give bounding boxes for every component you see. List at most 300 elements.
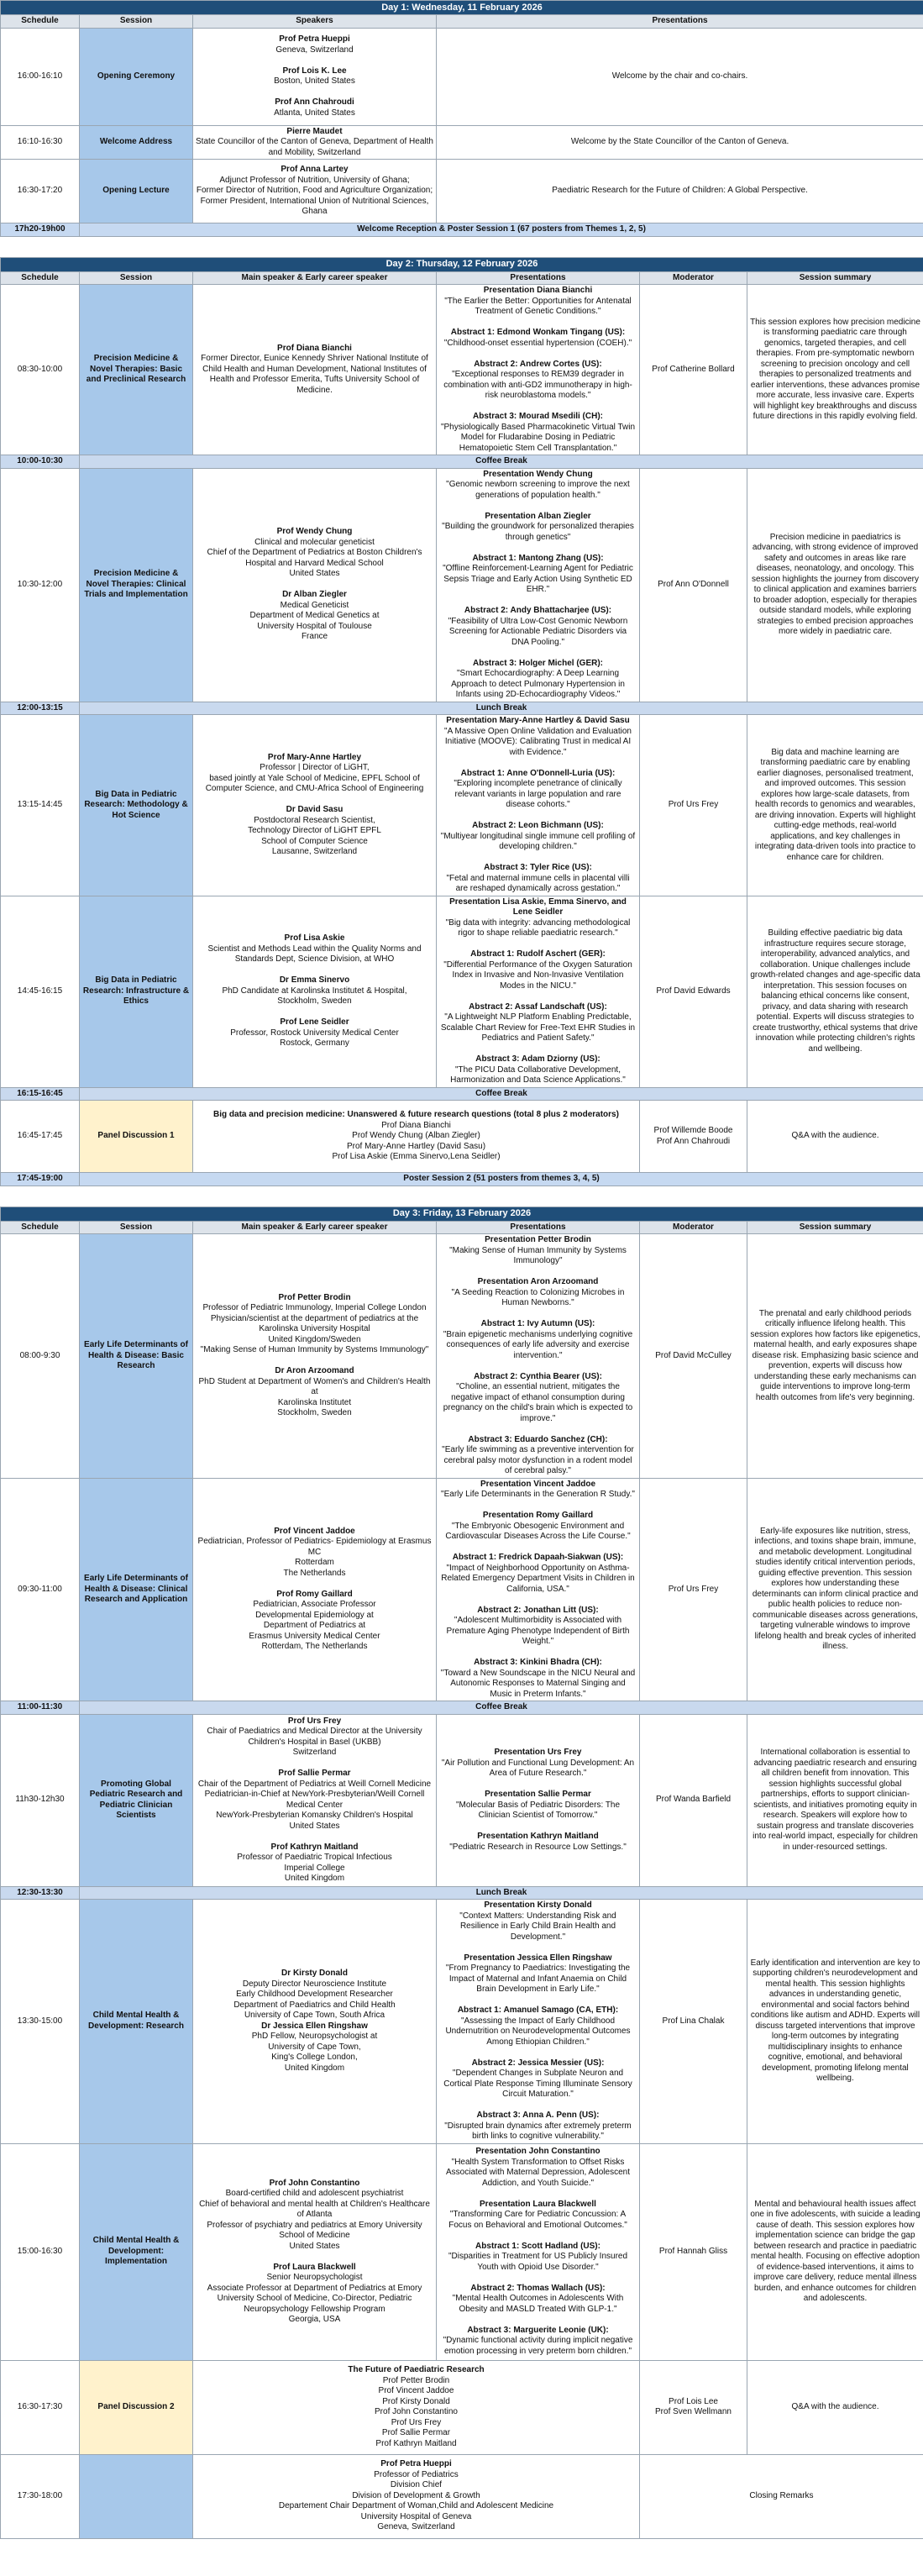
text-line: "Big data with integrity: advancing methodological rigor to shape reliable paediatric research." <box>445 917 631 938</box>
text-line: Prof Petra Hueppi <box>279 34 350 44</box>
text-line: "Feasibility of Ultra Low-Cost Genomic Newborn Screening for Actionable Pediatric Disorders via DNA Pooling." <box>448 616 628 647</box>
speakers-cell <box>193 715 437 896</box>
text-line: Medical Geneticist <box>280 600 349 610</box>
text-line <box>439 501 637 512</box>
day3-table <box>0 1207 923 2539</box>
text-line: Stockholm, Sweden <box>277 1408 352 1418</box>
text-line <box>439 2100 637 2111</box>
text-line: Abstract 1: Amanuel Samago (CA, ETH): <box>457 2006 619 2015</box>
text-line: Abstract 2: Assaf Landschaft (US): <box>469 1001 607 1012</box>
text-line: Presentation Sallie Permar <box>485 1790 591 1799</box>
text-line: Prof Lois K. Lee <box>282 66 347 76</box>
text-line: "Air Pollution and Functional Lung Development: An Area of Future Research." <box>441 1758 635 1778</box>
day2-title-row <box>1 257 923 271</box>
col-schedule: Schedule <box>1 15 80 29</box>
summary-cell: Precision medicine in paediatrics is advancing, with strong evidence of improved safety and outcomes in areas like rare diseases, neonatology, and oncology. This session highlights the journey from discovery to clinical application and examines barriers to broader adoption, especially for therapies outside standard models, while exploring strategies to embed precision approaches more widely in paediatric care. <box>747 468 923 702</box>
presentations-cell <box>437 285 640 455</box>
time-cell: 15:00-16:30 <box>1 2143 80 2360</box>
presentations-cell <box>437 896 640 1087</box>
text-line: "Dependent Changes in Subplate Neuron and Cortical Plate Response Timing Illuminate Sensory Circuit Maturation." <box>443 2069 632 2099</box>
text-line: "Brain epigenetic mechanisms underlying cognitive consequences of early life adversity and exercise intervention." <box>443 1329 633 1360</box>
moderator-cell: Prof David Edwards <box>640 896 747 1087</box>
text-line: Prof Diana Bianchi <box>277 343 352 353</box>
text-line: Prof John Constantino <box>269 2178 360 2188</box>
text-line: Board-certified child and adolescent psychiatrist <box>225 2189 404 2198</box>
text-line <box>439 1267 637 1278</box>
text-line: Geneva, Switzerland <box>275 45 354 55</box>
text-line: "Molecular Basis of Pediatric Disorders: The Clinician Scientist of Tomorrow." <box>455 1800 621 1820</box>
text-line: United Kingdom <box>284 2063 345 2073</box>
text-line: Abstract 1: Rudolf Aschert (GER): <box>470 949 606 959</box>
day1-row <box>1 28 923 125</box>
text-line: Presentation Jessica Ellen Ringshaw <box>464 1953 612 1963</box>
text-line: PhD Candidate at Karolinska Institutet & Hospital, <box>222 986 407 996</box>
text-line: Presentation Urs Frey <box>494 1748 582 1757</box>
time-cell: 13:15-14:45 <box>1 715 80 896</box>
text-line: Chief of the Department of Pediatrics at Boston Children's Hospital and Harvard Medical School <box>207 548 422 568</box>
reception-row <box>1 223 923 237</box>
poster-label: Poster Session 2 (51 posters from themes 3, 4, 5) <box>80 1173 923 1186</box>
time-cell: 17h20-19h00 <box>1 223 80 237</box>
time-cell: 12:00-13:15 <box>1 702 80 715</box>
text-line <box>196 965 433 976</box>
text-line: "Impact of Neighborhood Opportunity on Asthma-Related Emergency Department Visits in Children in California, USA." <box>441 1563 635 1594</box>
text-line: France <box>301 632 328 642</box>
text-line: NewYork-Presbyterian Komansky Children's Hospital <box>216 1811 413 1820</box>
moderator-cell: Prof Wanda Barfield <box>640 1714 747 1886</box>
text-line: "Making Sense of Human Immunity by Systems Immunology" <box>200 1345 429 1355</box>
text-line: "Pediatric Research in Resource Low Settings." <box>449 1842 627 1852</box>
text-line: "Differential Performance of the Oxygen Saturation Index in Invasive and Non-Invasive Ventilation Modes in the NICU." <box>443 959 632 991</box>
text-line: Deputy Director Neuroscience Institute <box>242 1979 387 1989</box>
text-line: Stockholm, Sweden <box>277 996 352 1007</box>
text-line: King's College London, <box>271 2053 358 2063</box>
time-cell: 10:30-12:00 <box>1 468 80 702</box>
presentations-cell <box>437 1900 640 2144</box>
summary-cell: Q&A with the audience. <box>747 1101 923 1173</box>
session-row <box>1 896 923 1087</box>
text-line: Department of Medical Genetics at <box>249 611 380 621</box>
panel-members-cell <box>193 2360 640 2454</box>
session-cell: Panel Discussion 1 <box>80 1101 193 1173</box>
text-line: Rotterdam <box>295 1558 334 1568</box>
text-line: United Kingdom <box>284 1874 345 1883</box>
text-line: Abstract 3: Eduardo Sanchez (CH): <box>468 1434 608 1444</box>
text-line: Chair of the Department of Pediatrics at Weill Cornell Medicine <box>197 1779 432 1789</box>
time-cell: 16:00-16:10 <box>1 28 80 125</box>
text-line: Presentation Aron Arzoomand <box>477 1277 599 1286</box>
text-line: "Disrupted brain dynamics after extremely preterm birth links to cognitive vulnerability." <box>444 2121 632 2141</box>
speakers-cell <box>193 285 437 455</box>
spacer <box>0 237 923 257</box>
col-session: Session <box>80 1221 193 1234</box>
session-row <box>1 285 923 455</box>
time-cell: 11:00-11:30 <box>1 1701 80 1715</box>
text-line: Presentation Lisa Askie, Emma Sinervo, and Lene Seidler <box>449 896 627 917</box>
text-line: "Early Life Determinants in the Generation R Study." <box>441 1490 635 1499</box>
text-line: Abstract 3: Kinkini Bhadra (CH): <box>474 1658 602 1667</box>
text-line: "Exceptional responses to REM39 degrader in combination with anti-GD2 immunotherapy in high-risk neuroblastoma models." <box>443 370 632 400</box>
text-line <box>439 402 637 413</box>
text-line: University Hospital of Geneva <box>360 2511 472 2521</box>
text-line: based jointly at Yale School of Medicine, EPFL School of Computer Science, and CMU-Africa School of Engineering <box>205 773 424 794</box>
session-cell: Early Life Determinants of Health & Disease: Basic Research <box>80 1234 193 1479</box>
panel-row <box>1 2360 923 2454</box>
session-row <box>1 468 923 702</box>
text-line: Dr Alban Ziegler <box>282 590 347 600</box>
moderator-cell: Prof Urs Frey <box>640 715 747 896</box>
closing-speakers-cell <box>193 2454 640 2538</box>
text-line: Prof Mary-Anne Hartley <box>267 752 362 762</box>
text-line: United Kingdom/Sweden <box>268 1334 361 1344</box>
day1-title-row <box>1 1 923 15</box>
moderator-cell: Prof Ann O'Donnell <box>640 468 747 702</box>
text-line <box>439 1648 637 1659</box>
text-line: Prof Anna Lartey <box>281 165 349 175</box>
text-line: "Making Sense of Human Immunity by Systems Immunology" <box>449 1245 627 1265</box>
session-cell: Child Mental Health & Development: Research <box>80 1900 193 2144</box>
text-line: School of Computer Science <box>261 836 368 846</box>
text-line: "Adolescent Multimorbidity is Associated with Premature Aging Phenotype Independent of Birth Weight." <box>446 1616 630 1646</box>
text-line: University Hospital of Toulouse <box>257 621 372 631</box>
text-line: Presentation Mary-Anne Hartley & David Sasu <box>446 716 630 725</box>
text-line: Scientist and Methods Lead within the Quality Norms and Standards Dept, Science Division, at WHO <box>207 944 422 965</box>
text-line: "Physiologically Based Pharmacokinetic Virtual Twin Model for Fludarabine Dosing in Pediatric Hematopoietic Stem Cell Transplantation." <box>440 422 636 453</box>
text-line: Pediatrician, Associate Professor <box>253 1600 376 1610</box>
text-line <box>196 580 433 591</box>
text-line: Postdoctoral Research Scientist, <box>254 815 375 825</box>
text-line: Big data and precision medicine: Unanswered & future research questions (total 8 plus 2 moderators) <box>213 1110 619 1120</box>
text-line <box>196 55 433 66</box>
text-line: Former President, International Union of Nutritional Sciences, Ghana <box>200 196 429 217</box>
poster-row <box>1 1173 923 1186</box>
time-cell: 16:30-17:30 <box>1 2360 80 2454</box>
time-cell: 16:10-16:30 <box>1 125 80 160</box>
col-session: Session <box>80 15 193 29</box>
text-line <box>196 1007 433 1018</box>
text-line: Prof Petra Hueppi <box>380 2459 452 2469</box>
text-line <box>196 87 433 98</box>
text-line: Geneva, Switzerland <box>377 2522 455 2532</box>
session-row <box>1 715 923 896</box>
text-line: Prof Laura Blackwell <box>273 2262 356 2272</box>
text-line: United States <box>289 2241 340 2251</box>
break-row <box>1 455 923 469</box>
day3-title: Day 3: Friday, 13 February 2026 <box>1 1207 923 1221</box>
session-cell: Promoting Global Pediatric Research and Pediatric Clinician Scientists <box>80 1714 193 1886</box>
time-cell: 09:30-11:00 <box>1 1478 80 1701</box>
text-line <box>439 1780 637 1790</box>
day3-header-row <box>1 1221 923 1234</box>
speakers-cell <box>193 125 437 160</box>
presentations-cell <box>437 468 640 702</box>
text-line: Pediatrician-in-Chief at NewYork-Presbyterian/Weill Cornell Medical Center <box>204 1790 425 1810</box>
text-line <box>196 2252 433 2263</box>
break-label: Coffee Break <box>80 1701 923 1715</box>
text-line: United States <box>289 1821 340 1831</box>
text-line: Professor of Pediatric Immunology, Imperial College London <box>202 1303 427 1313</box>
text-line: Professor of Pediatrics <box>374 2469 459 2479</box>
time-cell: 12:30-13:30 <box>1 1886 80 1900</box>
summary-cell: International collaboration is essential to advancing paediatric research and ensuring all children benefit from innovation. This session highlights successful global partnerships, efforts to support clinician-scientists, and initiatives promoting equity in research. Speakers will explore how to sustain progress and translate discoveries into real-world impact, especially for children in under-resourced settings. <box>747 1714 923 1886</box>
text-line: PhD Student at Department of Women's and Children's Health at <box>198 1376 431 1397</box>
text-line: Physician/scientist at the department of pediatrics at the Karolinska University Hospital <box>210 1313 419 1334</box>
text-line: University of Cape Town, South Africa <box>244 2011 385 2021</box>
text-line: United States <box>289 569 340 579</box>
text-line: Chair of Paediatrics and Medical Director at the University Children's Hospital in Basel (UKBB) <box>207 1727 422 1747</box>
text-line: Rostock, Germany <box>280 1038 349 1049</box>
text-line: "Fetal and maternal immune cells in placental villi are reshaped dynamically across gestation." <box>446 873 630 893</box>
text-line <box>439 648 637 659</box>
text-line <box>196 795 433 806</box>
text-line: Prof Ann Chahroudi <box>275 97 354 107</box>
text-line: "Context Matters: Understanding Risk and Resilience in Early Child Brain Health and Development." <box>459 1911 616 1942</box>
text-line: Abstract 1: Mantong Zhang (US): <box>472 553 604 563</box>
session-cell: Opening Lecture <box>80 160 193 223</box>
break-label: Coffee Break <box>80 455 923 469</box>
text-line: Abstract 3: Holger Michel (GER): <box>472 658 604 668</box>
speakers-cell <box>193 1714 437 1886</box>
text-line: PhD Fellow, Neuropsychologist at <box>251 2032 378 2042</box>
text-line: Prof Kirsty Donald <box>382 2396 450 2406</box>
text-line: Imperial College <box>284 1863 345 1873</box>
text-line: Prof Petter Brodin <box>278 1292 351 1302</box>
col-presentations: Presentations <box>437 1221 640 1234</box>
time-cell: 08:30-10:00 <box>1 285 80 455</box>
text-line: Presentation Laura Blackwell <box>480 2199 596 2209</box>
presentation-cell: Paediatric Research for the Future of Children: A Global Perspective. <box>437 160 923 223</box>
text-line: Professor of Paediatric Tropical Infectious <box>237 1853 392 1862</box>
text-line <box>196 1579 433 1590</box>
text-line <box>439 318 637 329</box>
session-cell: Welcome Address <box>80 125 193 160</box>
text-line: "The PICU Data Collaborative Development, Harmonization and Data Science Applications." <box>450 1065 626 1085</box>
day1-header-row <box>1 15 923 29</box>
text-line: Prof Kathryn Maitland <box>375 2438 457 2448</box>
text-line: Technology Director of LiGHT EPFL <box>248 826 381 836</box>
col-moderator: Moderator <box>640 1221 747 1234</box>
presentations-cell <box>437 715 640 896</box>
text-line <box>439 811 637 822</box>
break-label: Coffee Break <box>80 1087 923 1101</box>
text-line: "Mental Health Outcomes in Adolescents With Obesity and MASLD Treated With GLP-1." <box>452 2294 624 2314</box>
summary-cell: The prenatal and early childhood periods critically influence lifelong health. This session explores how factors like epigenetics, maternal health, and early exposures shape disease risk. Emphasizing basic science and prevention, experts will discuss how understanding these early mechanisms can guide interventions to improve long-term health outcomes from life's very beginning. <box>747 1234 923 1479</box>
text-line <box>196 1759 433 1769</box>
text-line: Dr Jessica Ellen Ringshaw <box>261 2021 368 2031</box>
col-schedule: Schedule <box>1 1221 80 1234</box>
text-line: Chief of behavioral and mental health at Children's Healthcare of Atlanta <box>199 2199 430 2219</box>
day3-title-row <box>1 1207 923 1221</box>
session-cell: Precision Medicine & Novel Therapies: Basic and Preclinical Research <box>80 285 193 455</box>
text-line <box>439 349 637 360</box>
text-line: Division of Development & Growth <box>352 2490 480 2500</box>
text-line: Abstract 2: Jessica Messier (US): <box>471 2058 605 2068</box>
text-line: Switzerland <box>292 1748 337 1757</box>
text-line: Dr Emma Sinervo <box>279 975 350 986</box>
text-line: "The Embryonic Obesogenic Environment and Cardiovascular Diseases Across the Life Course." <box>445 1521 631 1541</box>
text-line: Prof Wendy Chung <box>276 527 353 537</box>
text-line: Prof John Constantino <box>375 2407 458 2416</box>
session-row <box>1 1478 923 1701</box>
col-summary: Session summary <box>747 271 923 285</box>
text-line: "Early life swimming as a preventive intervention for cerebral palsy motor dysfunction in a rodent model of cerebral palsy." <box>442 1445 634 1475</box>
text-line: Prof Sallie Permar <box>381 2428 451 2437</box>
session-cell: Precision Medicine & Novel Therapies: Clinical Trials and Implementation <box>80 468 193 702</box>
speakers-cell <box>193 160 437 223</box>
text-line: Prof Sven Wellmann <box>655 2407 732 2416</box>
panel-row <box>1 1101 923 1173</box>
text-line: Presentation Romy Gaillard <box>482 1511 594 1520</box>
col-presentations: Presentations <box>437 15 923 29</box>
text-line <box>439 991 637 1002</box>
text-line: Abstract 2: Jonathan Litt (US): <box>477 1605 599 1615</box>
text-line: Presentation Wendy Chung <box>483 469 593 479</box>
time-cell: 17:30-18:00 <box>1 2454 80 2538</box>
time-cell: 08:00-9:30 <box>1 1234 80 1479</box>
text-line: Abstract 1: Edmond Wonkam Tingang (US): <box>450 328 626 337</box>
speakers-cell <box>193 2143 437 2360</box>
text-line: Dr David Sasu <box>286 805 344 815</box>
day1-title: Day 1: Wednesday, 11 February 2026 <box>1 1 923 15</box>
text-line: Prof Urs Frey <box>391 2417 442 2427</box>
text-line: Prof Romy Gaillard <box>276 1589 353 1599</box>
text-line <box>439 543 637 554</box>
text-line: Abstract 2: Thomas Wallach (US): <box>470 2283 606 2293</box>
text-line: Georgia, USA <box>288 2315 341 2324</box>
break-row <box>1 702 923 715</box>
text-line: Presentation John Constantino <box>475 2147 600 2156</box>
text-line <box>439 1309 637 1320</box>
time-cell: 16:15-16:45 <box>1 1087 80 1101</box>
text-line: Atlanta, United States <box>274 108 355 118</box>
day1-table <box>0 0 923 237</box>
text-line: "Disparities in Treatment for US Publicly Insured Youth with Opioid Use Disorder." <box>448 2252 628 2272</box>
text-line: Departement Chair Department of Woman,Child and Adolescent Medicine <box>278 2501 554 2511</box>
text-line <box>439 1595 637 1606</box>
text-line: Prof Ann Chahroudi <box>656 1136 731 1146</box>
text-line: State Councillor of the Canton of Geneva, Department of Health and Mobility, Switzerland <box>196 137 433 157</box>
text-line: "Choline, an essential nutrient, mitigates the negative impact of ethanol consumption during pregnancy on the child's brain which is expected to improve." <box>443 1382 633 1423</box>
text-line <box>196 1356 433 1367</box>
text-line: Dr Aron Arzoomand <box>275 1366 354 1376</box>
text-line: Prof Willemde Boode <box>653 1126 733 1135</box>
text-line: Abstract 2: Leon Bichmann (US): <box>472 821 604 830</box>
text-line: Abstract 2: Cynthia Bearer (US): <box>474 1371 602 1381</box>
presentation-cell: Welcome by the State Councillor of the Canton of Geneva. <box>437 125 923 160</box>
text-line <box>439 1361 637 1372</box>
summary-cell: Early-life exposures like nutrition, stress, infections, and toxins shape brain, immune, and metabolic development. Longitudinal studies identify critical intervention periods, guiding effective prevention. This session explores how understanding these determinants can inform clinical practice and public health policies to reduce non-communicable diseases across generations, targeting vulnerable windows to improve lifelong health and break cycles of inherited illness. <box>747 1478 923 1701</box>
text-line <box>439 2048 637 2058</box>
summary-cell: Early identification and intervention are key to supporting children's neurodevelopment and mental health. This session highlights advances in understanding genetic, environmental and social factors behind conditions like autism and ADHD. Experts will discuss targeted interventions that improve long-term outcomes by integrating multidisciplinary insights to enhance cognitive, emotional, and behavioral development, promoting lifelong mental wellbeing. <box>747 1900 923 2144</box>
session-row <box>1 1900 923 2144</box>
text-line: Adjunct Professor of Nutrition, University of Ghana; <box>219 175 410 185</box>
day2-header-row <box>1 271 923 285</box>
text-line <box>439 758 637 769</box>
text-line: "Exploring incomplete penetrance of clinically relevant variants in large population and rare disease cohorts." <box>454 779 622 809</box>
col-speakers: Main speaker & Early career speaker <box>193 1221 437 1234</box>
text-line: "Smart Echocardiography: A Deep Learning Approach to detect Pulmonary Hypertension in Infants using 2D-Echocardiography Videos." <box>451 669 625 699</box>
text-line: Abstract 3: Adam Dziorny (US): <box>475 1054 600 1064</box>
text-line <box>439 596 637 607</box>
col-session: Session <box>80 271 193 285</box>
session-cell <box>80 2454 193 2538</box>
text-line: "Genomic newborn screening to improve the next generations of population health." <box>446 480 630 500</box>
presentations-cell <box>437 1234 640 1479</box>
speakers-cell <box>193 1234 437 1479</box>
text-line: "Assessing the Impact of Early Childhood Undernutrition on Neurodevelopmental Outcomes Among Ethiopian Children." <box>445 2016 631 2047</box>
text-line <box>439 1501 637 1511</box>
text-line <box>439 2273 637 2284</box>
spacer <box>0 1186 923 1207</box>
summary-cell: Big data and machine learning are transforming paediatric care by enabling earlier diagnoses, personalised treatment, and improved outcomes. This session explores how large-scale datasets, from health records to genomics and wearables, are driving innovation. Experts will highlight cutting-edge methods, real-world applications, and key challenges in integrating data-driven tools into practice to enhance care for children. <box>747 715 923 896</box>
moderator-cell: Prof Catherine Bollard <box>640 285 747 455</box>
time-cell: 16:45-17:45 <box>1 1101 80 1173</box>
day2-table <box>0 257 923 1186</box>
time-cell: 13:30-15:00 <box>1 1900 80 2144</box>
text-line: Presentation Alban Ziegler <box>485 511 591 521</box>
text-line: "Toward a New Soundscape in the NICU Neural and Autonomic Responses to Maternal Singing and Music in Preterm Infants." <box>440 1668 636 1699</box>
col-schedule: Schedule <box>1 271 80 285</box>
session-row <box>1 1234 923 1479</box>
text-line: Associate Professor at Department of Pediatrics at Emory University School of Medicine, Co-Director, Pediatric Neuropsychology Fellowship Program <box>207 2283 422 2314</box>
col-speakers: Speakers <box>193 15 437 29</box>
summary-cell: Mental and behavioural health issues affect one in five adolescents, with suicide a leading cause of death. This session explores how implementation science can bridge the gap between research and practice in paediatric mental health. Focusing on effective adoption of evidence-based interventions, it aims to improve care delivery, reduce mental illness burden, and enhance outcomes for children and adolescents. <box>747 2143 923 2360</box>
text-line: Professor of psychiatry and pediatrics at Emory University School of Medicine <box>207 2220 422 2240</box>
text-line: "Transforming Care for Pediatric Concussion: A Focus on Behavioral and Emotional Outcomes." <box>448 2210 627 2230</box>
text-line: Prof Vincent Jaddoe <box>274 1526 355 1536</box>
text-line: Former Director, Eunice Kennedy Shriver National Institute of Child Health and Human Development, National Institutes of Health and Professor Emerita, Tufts University School of Medicine. <box>201 354 428 395</box>
text-line: Presentation Petter Brodin <box>485 1235 591 1244</box>
moderator-cell: Prof David McCulley <box>640 1234 747 1479</box>
session-cell: Big Data in Pediatric Research: Infrastructure & Ethics <box>80 896 193 1087</box>
text-line <box>439 2189 637 2200</box>
text-line <box>439 2231 637 2242</box>
text-line: Presentation Kirsty Donald <box>484 1900 592 1910</box>
text-line: Professor | Director of LiGHT, <box>260 763 370 773</box>
text-line: Abstract 2: Andy Bhattacharjee (US): <box>464 606 612 615</box>
text-line: Abstract 3: Tyler Rice (US): <box>484 863 592 872</box>
session-cell: Child Mental Health & Development: Implementation <box>80 2143 193 2360</box>
text-line <box>439 1995 637 2006</box>
moderator-cell <box>640 1101 747 1173</box>
text-line: "Health System Transformation to Offset Risks Associated with Maternal Depression, Adolescent Addiction, and Youth Suicide." <box>445 2157 630 2188</box>
break-row <box>1 1087 923 1101</box>
presentations-cell <box>437 1714 640 1886</box>
text-line: Prof Lene Seidler <box>280 1017 349 1028</box>
text-line: Early Childhood Development Researcher <box>236 1990 393 2000</box>
text-line: University of Cape Town, <box>268 2042 361 2052</box>
text-line: Presentation Vincent Jaddoe <box>480 1479 596 1489</box>
col-summary: Session summary <box>747 1221 923 1234</box>
text-line: Developmental Epidemiology at <box>255 1610 374 1620</box>
text-line <box>196 1832 433 1843</box>
reception-label: Welcome Reception & Poster Session 1 (67 posters from Themes 1, 2, 5) <box>80 223 923 237</box>
text-line: Prof Lois Lee <box>669 2396 718 2406</box>
presentations-cell <box>437 2143 640 2360</box>
session-cell: Opening Ceremony <box>80 28 193 125</box>
text-line: Karolinska Institutet <box>277 1397 352 1407</box>
text-line: "Offline Reinforcement-Learning Agent for Pediatric Sepsis Triage and Early Action Using Synthetic ED EHR." <box>443 564 633 594</box>
break-label: Lunch Break <box>80 1886 923 1900</box>
text-line <box>439 939 637 950</box>
text-line: Prof Lisa Askie <box>284 933 345 944</box>
speakers-cell <box>193 1478 437 1701</box>
text-line: Professor, Rostock University Medical Center <box>230 1028 399 1038</box>
closing-label: Closing Remarks <box>640 2454 923 2538</box>
panel-members-cell <box>193 1101 640 1173</box>
text-line: Abstract 3: Mourad Msedili (CH): <box>472 412 603 421</box>
text-line: Former Director of Nutrition, Food and Agriculture Organization; <box>196 186 433 196</box>
